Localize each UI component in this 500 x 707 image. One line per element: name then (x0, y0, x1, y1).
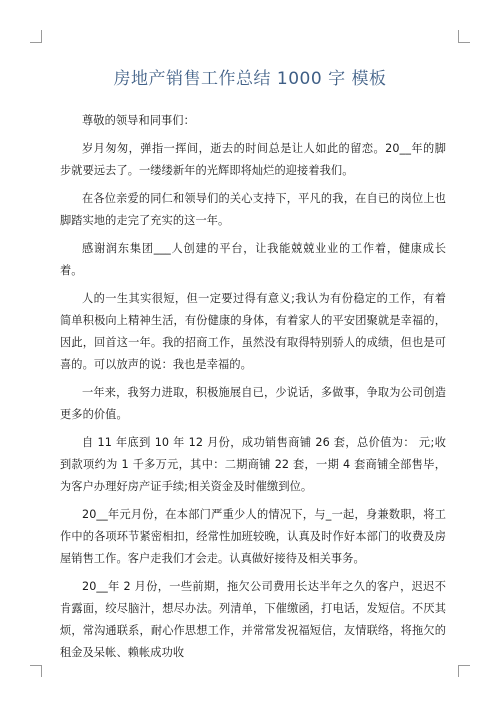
paragraph: 20__年 2 月份，一些前期，拖欠公司费用长达半年之久的客户，迟迟不肯露面，绞尽脑汁，想尽办法。列清单，下催缴函，打电话，发短信。不厌其烦，常沟通联系，耐心作思想工作，并常常发祝福短信，友情联络，将拖欠的租金及呆帐、赖帐成功收 (60, 580, 446, 659)
paragraph: 感谢润东集团___人创建的平台，让我能兢兢业业的工作着，健康成长着。 (60, 242, 446, 277)
crop-mark-top-right-h (458, 42, 470, 43)
paragraph: 人的一生其实很短，但一定要过得有意义;我认为有份稳定的工作，有着简单积极向上精神生活，有份健康的身体，有着家人的平安团聚就是幸福的，因此，回首这一年。我的招商工作，虽然没有取得特别骄人的成绩，但也是可喜的。可以放声的说：我也是幸福的。 (60, 292, 446, 371)
crop-mark-bottom-right-v (458, 665, 459, 677)
salutation: 尊敬的领导和同事们： (82, 114, 195, 127)
paragraph: 自 11 年底到 10 年 12 月份，成功销售商铺 26 套，总价值为： 元;收到款项约为 1 千多万元，其中：二期商铺 22 套，一期 4 套商铺全部售毕，为客户办理好房产证手续;相关资金及时催缴到位。 (60, 436, 446, 493)
paragraph: 20__年元月份，在本部门严重少人的情况下，与_一起，身兼数职，将工作中的各项环节紧密相扣，经常性加班较晚，认真及时作好本部门的收费及房屋销售工作。客户走我们才会走。认真做好接待及相关事务。 (60, 508, 446, 565)
paragraph: 一年来，我努力进取，积极施展自已，少说话，多做事，争取为公司创造更多的价值。 (60, 386, 446, 421)
crop-mark-top-right-v (458, 30, 459, 42)
document-title: 房地产销售工作总结 1000 字 模板 (113, 69, 387, 89)
crop-mark-bottom-left-v (41, 665, 42, 677)
document-body (60, 110, 446, 670)
crop-mark-top-left-h (30, 42, 42, 43)
crop-mark-bottom-right-h (458, 665, 470, 666)
paragraph: 岁月匆匆，弹指一挥间，逝去的时间总是让人如此的留恋。20__年的脚步就要远去了。一缕缕新年的光辉即将灿烂的迎接着我们。 (60, 142, 446, 177)
paragraph: 在各位亲爱的同仁和领导们的关心支持下，平凡的我，在自已的岗位上也脚踏实地的走完了充实的这一年。 (60, 192, 446, 227)
crop-mark-top-left-v (41, 30, 42, 42)
